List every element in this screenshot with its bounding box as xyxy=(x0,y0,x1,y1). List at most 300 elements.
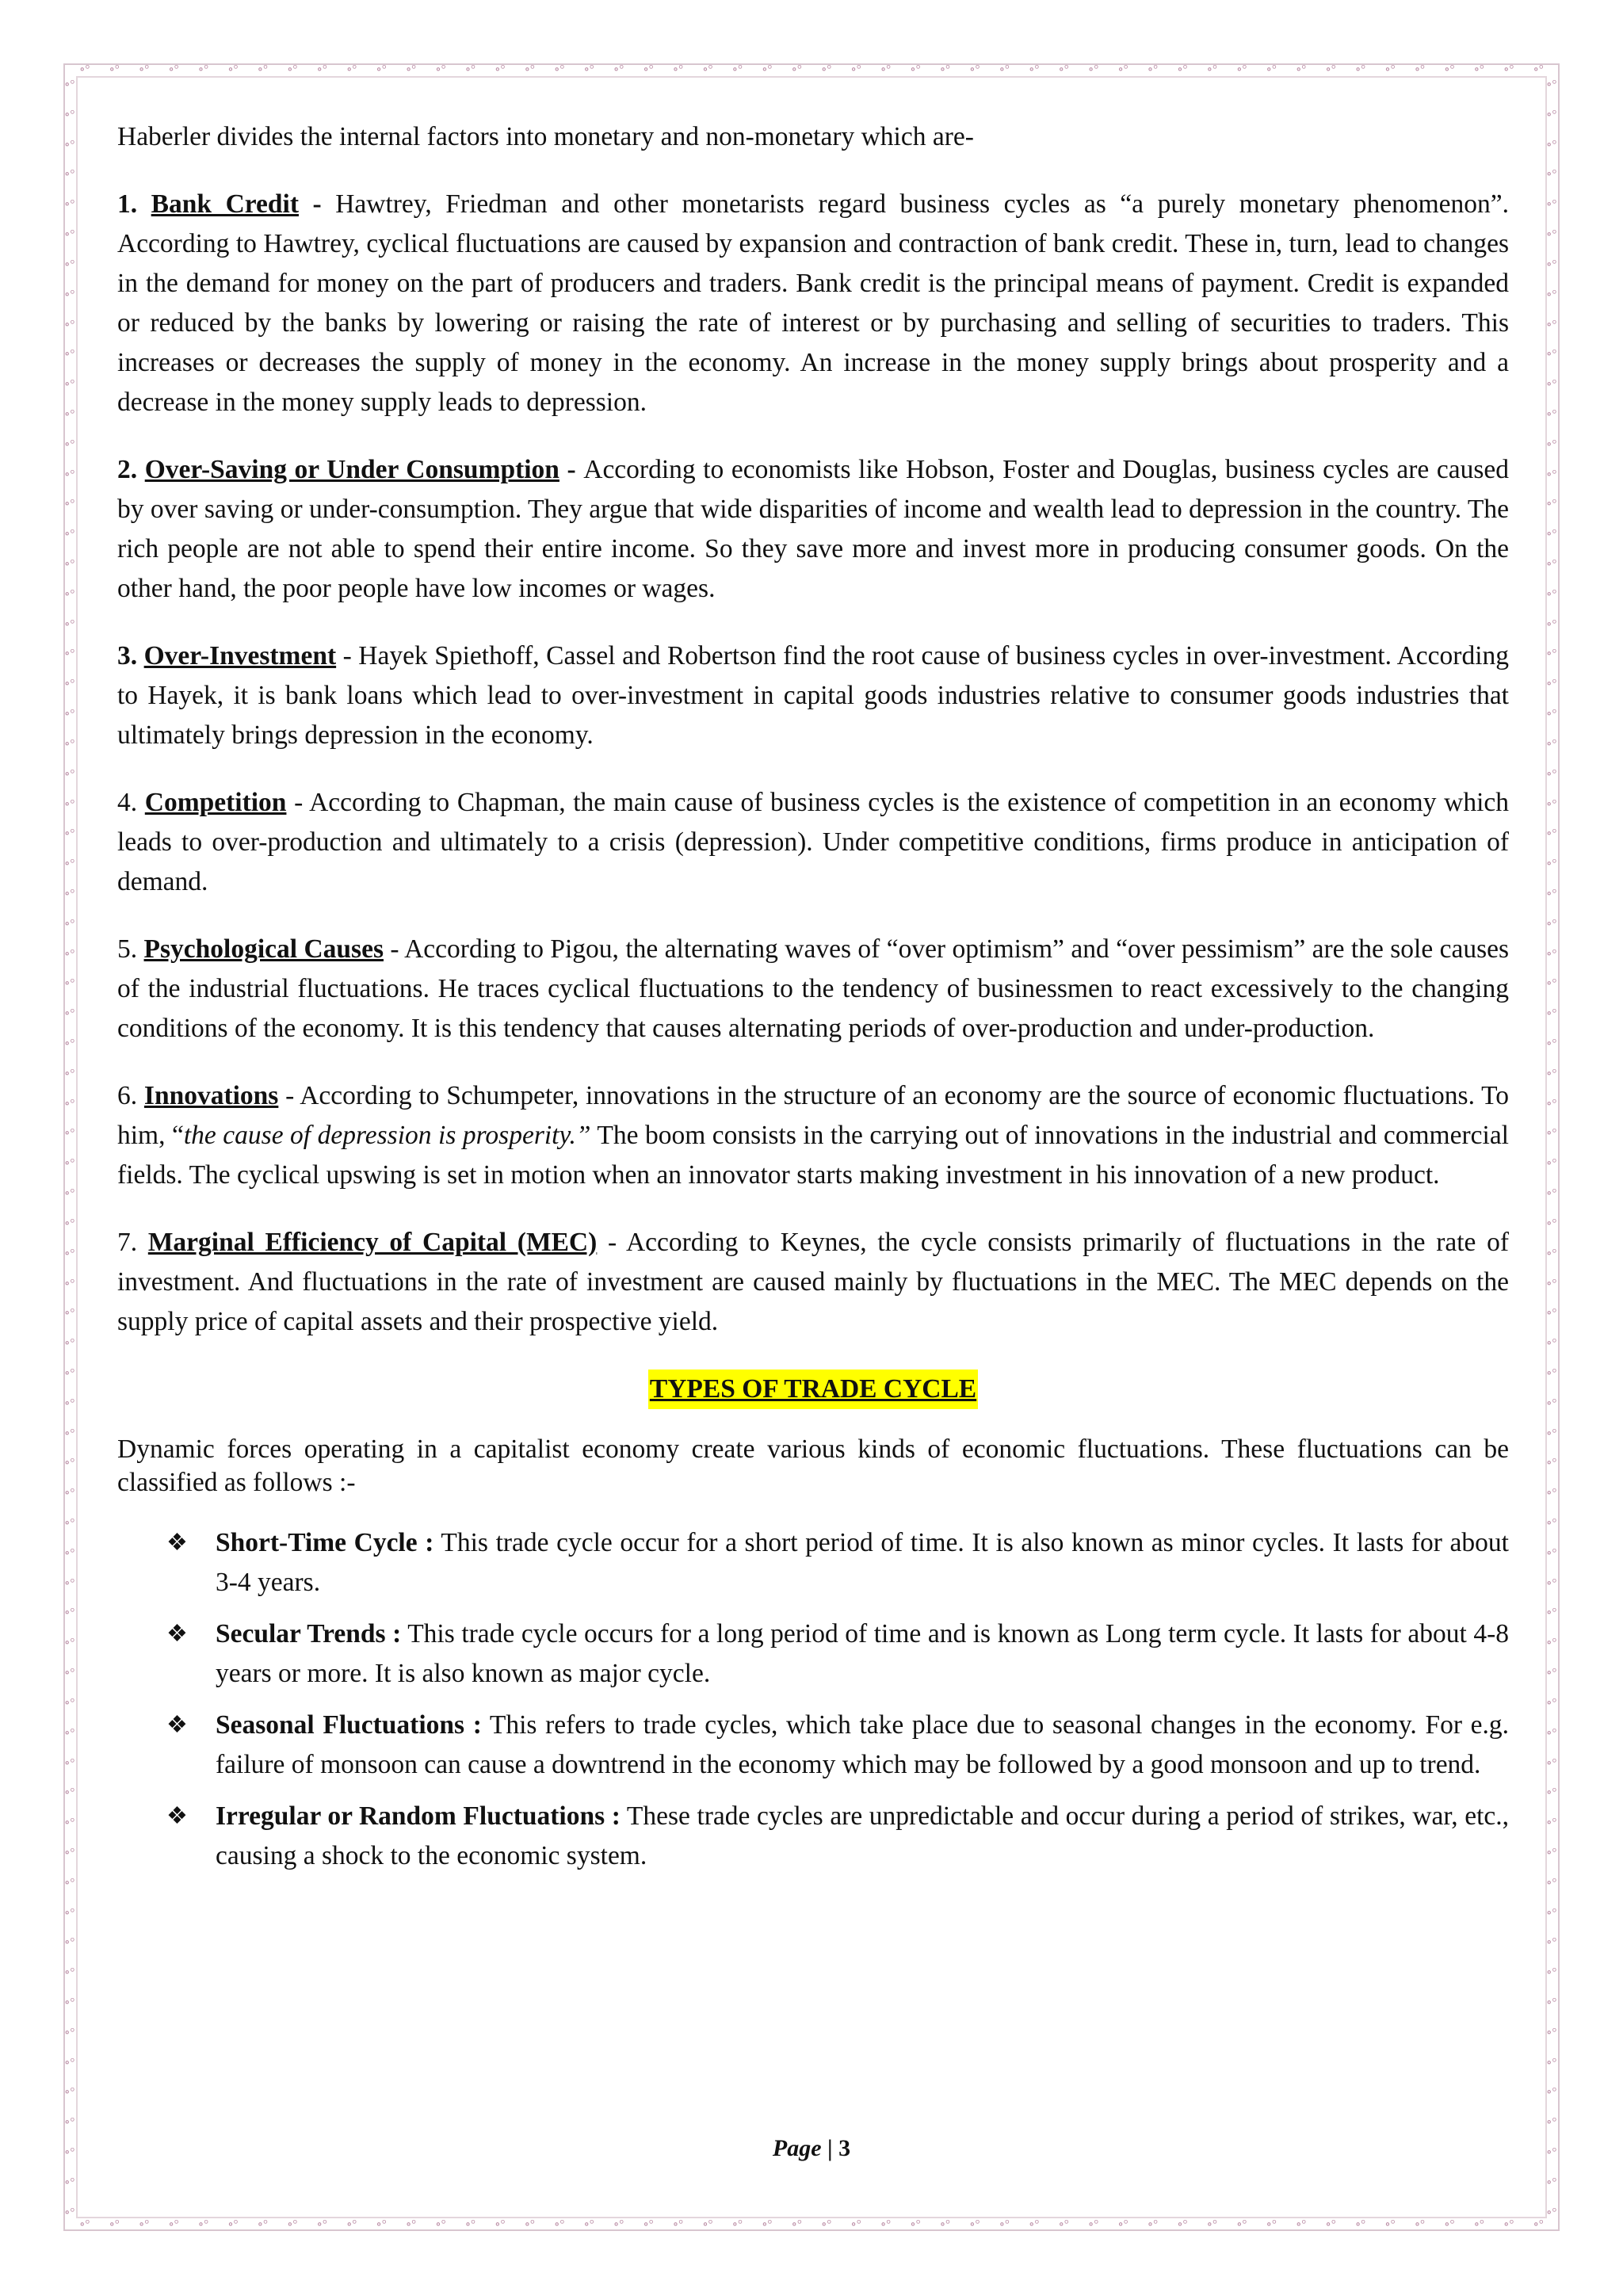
border-ornament-icon: ∘° xyxy=(79,63,90,76)
border-ornament-icon: ∘° xyxy=(554,2218,565,2231)
border-ornament-icon: ∘° xyxy=(1546,1966,1557,1980)
border-ornament-icon: ∘° xyxy=(910,2218,921,2231)
border-ornament-icon: ∘° xyxy=(1546,678,1557,691)
border-ornament-icon: ∘° xyxy=(1266,2218,1277,2231)
border-ornament-icon: ∘° xyxy=(495,63,506,76)
border-ornament-icon: ∘° xyxy=(64,198,75,212)
border-ornament-icon: ∘° xyxy=(1546,1067,1557,1080)
border-ornament-icon: ∘° xyxy=(1473,2218,1484,2231)
border-ornament-icon: ∘° xyxy=(64,1906,75,1920)
cause-item-over-saving xyxy=(117,450,1509,609)
border-ornament-icon: ∘° xyxy=(257,2218,268,2231)
type-term: Seasonal Fluctuations : xyxy=(216,1710,482,1740)
border-ornament-icon: ∘° xyxy=(495,2218,506,2231)
border-ornament-icon: ∘° xyxy=(64,558,75,571)
border-ornament-icon: ∘° xyxy=(1546,108,1557,121)
border-ornament-icon: ∘° xyxy=(287,2218,298,2231)
border-ornament-icon: ∘° xyxy=(64,1337,75,1350)
border-ornament-icon: ∘° xyxy=(64,318,75,331)
border-ornament-icon: ∘° xyxy=(64,228,75,242)
item-number: 4. xyxy=(117,788,138,817)
border-ornament-icon: ∘° xyxy=(197,63,209,76)
border-ornament-icon: ∘° xyxy=(1236,2218,1247,2231)
border-ornament-icon: ∘° xyxy=(820,2218,832,2231)
border-ornament-icon: ∘° xyxy=(1546,318,1557,331)
border-ornament-icon: ∘° xyxy=(1087,63,1099,76)
border-ornament-icon: ∘° xyxy=(1546,2146,1557,2160)
section-heading: TYPES OF TRADE CYCLE xyxy=(648,1370,978,1409)
border-ornament-icon: ∘° xyxy=(168,63,179,76)
border-ornament-icon: ∘° xyxy=(64,1187,75,1201)
border-ornament-icon: ∘° xyxy=(64,1457,75,1470)
border-ornament-icon: ∘° xyxy=(1546,1756,1557,1770)
border-ornament-icon: ∘° xyxy=(1087,2218,1099,2231)
border-ornament-icon: ∘° xyxy=(346,63,357,76)
border-ornament-icon: ∘° xyxy=(64,887,75,900)
border-ornament-icon: ∘° xyxy=(1546,977,1557,991)
border-ornament-icon: ∘° xyxy=(64,258,75,271)
border-ornament-icon: ∘° xyxy=(1147,2218,1159,2231)
cause-item-psychological xyxy=(117,930,1509,1049)
border-ornament-icon: ∘° xyxy=(64,407,75,421)
border-ornament-icon: ∘° xyxy=(999,63,1010,76)
border-ornament-icon: ∘° xyxy=(1206,63,1217,76)
item-number: 1. xyxy=(117,189,138,219)
border-ornament-icon: ∘° xyxy=(1546,258,1557,271)
item-title: Over-Saving or Under Consumption xyxy=(144,455,559,484)
border-ornament-icon: ∘° xyxy=(731,63,743,76)
border-ornament-icon: ∘° xyxy=(435,2218,446,2231)
border-ornament-icon: ∘° xyxy=(1546,1277,1557,1290)
section-heading-wrap xyxy=(117,1370,1509,1409)
border-ornament-icon: ∘° xyxy=(1546,767,1557,781)
border-ornament-icon: ∘° xyxy=(643,63,654,76)
cause-item-competition xyxy=(117,783,1509,902)
border-ornament-icon: ∘° xyxy=(1058,2218,1069,2231)
list-item xyxy=(117,1797,1509,1876)
type-text: This refers to trade cycles, which take place due to seasonal changes in the economy. For e.g. failure of monsoon can cause a downtrend in the economy which may be followed by a good monsoon and up to trend. xyxy=(216,1710,1509,1779)
item-text: According to Pigou, the alternating waves of “over optimism” and “over pessimism” are the sole causes of the industrial fluctuations. He traces cyclical fluctuations to the tendency of businessmen to react excessively to the changing conditions of the economy. It is this tendency that causes alternating periods of over-production and under-production. xyxy=(117,934,1510,1043)
border-ornament-icon: ∘° xyxy=(1384,63,1396,76)
border-ornament-icon: ∘° xyxy=(464,2218,476,2231)
border-ornament-icon: ∘° xyxy=(64,108,75,121)
border-ornament-icon: ∘° xyxy=(64,78,75,91)
border-ornament-icon: ∘° xyxy=(1546,498,1557,511)
border-ornament-icon: ∘° xyxy=(64,1487,75,1500)
border-ornament-icon: ∘° xyxy=(64,1936,75,1950)
item-quote: the cause of depression is prosperity.” xyxy=(183,1121,591,1150)
border-ornament-icon: ∘° xyxy=(1546,587,1557,601)
border-ornament-icon: ∘° xyxy=(999,2218,1010,2231)
border-ornament-icon: ∘° xyxy=(64,587,75,601)
types-intro-paragraph: Dynamic forces operating in a capitalist economy create various kinds of economic fluctuations. These fluctuations can be classified as follows :- xyxy=(117,1435,1509,1497)
border-ornament-icon: ∘° xyxy=(1546,617,1557,631)
border-ornament-icon: ∘° xyxy=(1117,63,1128,76)
border-ornament-icon: ∘° xyxy=(910,63,921,76)
border-ornament-icon: ∘° xyxy=(1546,198,1557,212)
border-ornament-icon: ∘° xyxy=(1444,63,1455,76)
border-ornament-icon: ∘° xyxy=(227,2218,239,2231)
border-ornament-icon: ∘° xyxy=(64,1576,75,1590)
page-footer xyxy=(0,2135,1623,2162)
border-ornament-icon: ∘° xyxy=(464,63,476,76)
border-ornament-icon: ∘° xyxy=(583,2218,594,2231)
border-ornament-icon: ∘° xyxy=(1546,1396,1557,1410)
border-ornament-icon: ∘° xyxy=(583,63,594,76)
border-decoration-left xyxy=(64,79,74,2219)
page-number: 3 xyxy=(838,2135,851,2161)
cause-item-mec xyxy=(117,1223,1509,1342)
border-ornament-icon: ∘° xyxy=(1546,1187,1557,1201)
border-ornament-icon: ∘° xyxy=(64,1817,75,1830)
border-ornament-icon: ∘° xyxy=(1354,2218,1366,2231)
border-ornament-icon: ∘° xyxy=(1546,1696,1557,1710)
type-text: This trade cycle occurs for a long period of time and is known as Long term cycle. It lasts for about 4-8 years or more. It is also known as major cycle. xyxy=(216,1619,1509,1688)
border-ornament-icon: ∘° xyxy=(64,767,75,781)
border-ornament-icon: ∘° xyxy=(64,678,75,691)
border-ornament-icon: ∘° xyxy=(64,498,75,511)
border-ornament-icon: ∘° xyxy=(1546,1726,1557,1740)
border-decoration-right xyxy=(1546,79,1556,2219)
cause-item-over-investment xyxy=(117,636,1509,755)
border-ornament-icon: ∘° xyxy=(64,2146,75,2160)
border-ornament-icon: ∘° xyxy=(702,63,713,76)
border-ornament-icon: ∘° xyxy=(1546,858,1557,871)
type-term: Irregular or Random Fluctuations : xyxy=(216,1801,621,1831)
border-ornament-icon: ∘° xyxy=(672,2218,684,2231)
border-ornament-icon: ∘° xyxy=(64,858,75,871)
border-ornament-icon: ∘° xyxy=(1354,63,1366,76)
border-ornament-icon: ∘° xyxy=(1546,1307,1557,1320)
border-ornament-icon: ∘° xyxy=(1546,1037,1557,1050)
item-title: Bank Credit xyxy=(151,189,299,219)
border-ornament-icon: ∘° xyxy=(791,63,802,76)
border-ornament-icon: ∘° xyxy=(64,1846,75,1859)
border-ornament-icon: ∘° xyxy=(64,827,75,841)
border-ornament-icon: ∘° xyxy=(1546,378,1557,392)
item-number: 3. xyxy=(117,641,138,670)
border-ornament-icon: ∘° xyxy=(376,2218,387,2231)
border-ornament-icon: ∘° xyxy=(1546,468,1557,481)
border-ornament-icon: ∘° xyxy=(880,63,892,76)
border-ornament-icon: ∘° xyxy=(64,977,75,991)
border-ornament-icon: ∘° xyxy=(1546,827,1557,841)
list-item xyxy=(117,1614,1509,1694)
border-ornament-icon: ∘° xyxy=(1546,558,1557,571)
border-ornament-icon: ∘° xyxy=(64,1517,75,1530)
border-ornament-icon: ∘° xyxy=(138,2218,150,2231)
border-ornament-icon: ∘° xyxy=(1546,2026,1557,2039)
border-ornament-icon: ∘° xyxy=(64,2056,75,2069)
border-ornament-icon: ∘° xyxy=(64,1996,75,2009)
diamond-bullet-icon: ❖ xyxy=(166,1712,188,1738)
type-text: This trade cycle occur for a short period of time. It is also known as minor cycles. It lasts for about 3-4 years. xyxy=(216,1528,1509,1597)
border-ornament-icon: ∘° xyxy=(64,1037,75,1050)
border-ornament-icon: ∘° xyxy=(1546,1876,1557,1889)
border-ornament-icon: ∘° xyxy=(1546,1427,1557,1440)
border-ornament-icon: ∘° xyxy=(1546,1157,1557,1171)
border-ornament-icon: ∘° xyxy=(64,648,75,661)
border-ornament-icon: ∘° xyxy=(1546,407,1557,421)
border-ornament-icon: ∘° xyxy=(64,2026,75,2039)
item-title: Over-Investment xyxy=(143,641,337,670)
border-ornament-icon: ∘° xyxy=(1546,138,1557,151)
border-ornament-icon: ∘° xyxy=(1546,2116,1557,2130)
border-ornament-icon: ∘° xyxy=(64,1667,75,1680)
border-ornament-icon: ∘° xyxy=(405,63,417,76)
border-ornament-icon: ∘° xyxy=(64,1546,75,1560)
item-title: Innovations xyxy=(143,1081,279,1110)
border-ornament-icon: ∘° xyxy=(1266,63,1277,76)
border-ornament-icon: ∘° xyxy=(1295,2218,1307,2231)
border-ornament-icon: ∘° xyxy=(64,1217,75,1230)
border-ornament-icon: ∘° xyxy=(1533,2218,1544,2231)
types-list xyxy=(117,1523,1509,1876)
border-ornament-icon: ∘° xyxy=(1546,1007,1557,1021)
border-ornament-icon: ∘° xyxy=(1546,168,1557,181)
border-ornament-icon: ∘° xyxy=(109,63,120,76)
border-ornament-icon: ∘° xyxy=(1384,2218,1396,2231)
border-ornament-icon: ∘° xyxy=(1058,63,1069,76)
border-ornament-icon: ∘° xyxy=(1546,947,1557,961)
border-ornament-icon: ∘° xyxy=(64,1786,75,1800)
border-ornament-icon: ∘° xyxy=(1414,63,1426,76)
border-ornament-icon: ∘° xyxy=(1236,63,1247,76)
item-separator: - xyxy=(278,1081,300,1110)
border-ornament-icon: ∘° xyxy=(64,348,75,361)
border-ornament-icon: ∘° xyxy=(64,1396,75,1410)
item-text: Hayek Spiethoff, Cassel and Robertson find the root cause of business cycles in over-investment. According to Hayek, it is bank loans which lead to over-investment in capital goods industries relative to consumer goods industries that ultimately brings depression in the economy. xyxy=(117,641,1510,750)
border-ornament-icon: ∘° xyxy=(1444,2218,1455,2231)
border-ornament-icon: ∘° xyxy=(1546,1936,1557,1950)
border-ornament-icon: ∘° xyxy=(1546,708,1557,721)
border-ornament-icon: ∘° xyxy=(64,1277,75,1290)
border-ornament-icon: ∘° xyxy=(1546,528,1557,541)
border-ornament-icon: ∘° xyxy=(1546,2176,1557,2189)
item-separator: - xyxy=(336,641,359,670)
border-ornament-icon: ∘° xyxy=(1546,2056,1557,2069)
border-ornament-icon: ∘° xyxy=(524,2218,535,2231)
border-ornament-icon: ∘° xyxy=(64,1726,75,1740)
border-ornament-icon: ∘° xyxy=(969,63,980,76)
border-ornament-icon: ∘° xyxy=(1414,2218,1426,2231)
border-ornament-icon: ∘° xyxy=(820,63,832,76)
border-ornament-icon: ∘° xyxy=(702,2218,713,2231)
border-ornament-icon: ∘° xyxy=(64,1127,75,1140)
border-ornament-icon: ∘° xyxy=(1546,1786,1557,1800)
border-ornament-icon: ∘° xyxy=(64,1427,75,1440)
border-ornament-icon: ∘° xyxy=(168,2218,179,2231)
border-ornament-icon: ∘° xyxy=(1546,917,1557,930)
border-ornament-icon: ∘° xyxy=(64,138,75,151)
border-ornament-icon: ∘° xyxy=(64,288,75,301)
item-title: Marginal Efficiency of Capital (MEC) xyxy=(147,1228,598,1257)
border-ornament-icon: ∘° xyxy=(1546,1337,1557,1350)
border-ornament-icon: ∘° xyxy=(613,63,624,76)
item-title: Competition xyxy=(144,788,287,817)
border-ornament-icon: ∘° xyxy=(1503,63,1514,76)
item-number: 5. xyxy=(117,934,138,964)
cause-item-bank-credit xyxy=(117,185,1509,422)
border-ornament-icon: ∘° xyxy=(405,2218,417,2231)
border-ornament-icon: ∘° xyxy=(1546,1846,1557,1859)
border-ornament-icon: ∘° xyxy=(64,1247,75,1260)
border-ornament-icon: ∘° xyxy=(1546,2206,1557,2219)
border-ornament-icon: ∘° xyxy=(64,1366,75,1380)
border-decoration-bottom xyxy=(79,2219,1544,2231)
border-ornament-icon: ∘° xyxy=(1546,78,1557,91)
border-ornament-icon: ∘° xyxy=(64,2206,75,2219)
border-ornament-icon: ∘° xyxy=(1473,63,1484,76)
item-text-after: The boom consists in the carrying out of innovations in the industrial and commercial fields. The cyclical upswing is set in motion when an innovator starts making investment in his innovation of a new product. xyxy=(117,1121,1509,1190)
item-text: According to Keynes, the cycle consists primarily of fluctuations in the rate of investment. And fluctuations in the rate of investment are caused mainly by fluctuations in the MEC. The MEC depends on the supply price of capital assets and their prospective yield. xyxy=(117,1228,1510,1336)
border-ornament-icon: ∘° xyxy=(762,63,773,76)
border-ornament-icon: ∘° xyxy=(64,1067,75,1080)
border-ornament-icon: ∘° xyxy=(1029,2218,1040,2231)
border-ornament-icon: ∘° xyxy=(1206,2218,1217,2231)
border-ornament-icon: ∘° xyxy=(64,617,75,631)
border-ornament-icon: ∘° xyxy=(762,2218,773,2231)
border-ornament-icon: ∘° xyxy=(1546,1546,1557,1560)
border-ornament-icon: ∘° xyxy=(1546,1817,1557,1830)
border-ornament-icon: ∘° xyxy=(64,437,75,451)
border-ornament-icon: ∘° xyxy=(1546,228,1557,242)
border-ornament-icon: ∘° xyxy=(287,63,298,76)
border-ornament-icon: ∘° xyxy=(1546,1606,1557,1620)
border-ornament-icon: ∘° xyxy=(1546,1366,1557,1380)
item-separator: - xyxy=(298,189,336,219)
border-ornament-icon: ∘° xyxy=(64,947,75,961)
border-ornament-icon: ∘° xyxy=(1029,63,1040,76)
item-separator: - xyxy=(286,788,310,817)
item-text: According to economists like Hobson, Foster and Douglas, business cycles are caused by over saving or under-consumption. They argue that wide disparities of income and wealth lead to depression in the country. The rich people are not able to spend their entire income. So they save more and invest more in producing consumer goods. On the other hand, the poor people have low incomes or wages. xyxy=(117,455,1510,603)
item-separator: - xyxy=(597,1228,626,1257)
border-ornament-icon: ∘° xyxy=(554,63,565,76)
diamond-bullet-icon: ❖ xyxy=(166,1621,188,1647)
border-decoration-top xyxy=(79,64,1544,76)
item-number: 6. xyxy=(117,1081,138,1110)
border-ornament-icon: ∘° xyxy=(731,2218,743,2231)
border-ornament-icon: ∘° xyxy=(1546,1127,1557,1140)
border-ornament-icon: ∘° xyxy=(643,2218,654,2231)
border-ornament-icon: ∘° xyxy=(1546,887,1557,900)
border-ornament-icon: ∘° xyxy=(64,378,75,392)
border-ornament-icon: ∘° xyxy=(64,1097,75,1110)
item-number: 7. xyxy=(117,1228,138,1257)
type-text: These trade cycles are unpredictable and occur during a period of strikes, war, etc., causing a shock to the economic system. xyxy=(216,1801,1509,1870)
border-ornament-icon: ∘° xyxy=(64,797,75,811)
border-ornament-icon: ∘° xyxy=(316,63,327,76)
type-term: Short-Time Cycle : xyxy=(216,1528,434,1557)
border-ornament-icon: ∘° xyxy=(1546,648,1557,661)
border-ornament-icon: ∘° xyxy=(1325,63,1336,76)
border-ornament-icon: ∘° xyxy=(1147,63,1159,76)
border-ornament-icon: ∘° xyxy=(64,2086,75,2099)
item-separator: - xyxy=(559,455,584,484)
border-ornament-icon: ∘° xyxy=(109,2218,120,2231)
border-ornament-icon: ∘° xyxy=(64,1637,75,1650)
item-number: 2. xyxy=(117,455,138,484)
border-ornament-icon: ∘° xyxy=(524,63,535,76)
border-ornament-icon: ∘° xyxy=(64,528,75,541)
border-ornament-icon: ∘° xyxy=(64,1966,75,1980)
border-ornament-icon: ∘° xyxy=(939,2218,951,2231)
border-ornament-icon: ∘° xyxy=(1546,1247,1557,1260)
border-ornament-icon: ∘° xyxy=(64,1307,75,1320)
border-ornament-icon: ∘° xyxy=(1546,437,1557,451)
border-ornament-icon: ∘° xyxy=(850,63,861,76)
item-separator: - xyxy=(384,934,405,964)
border-ornament-icon: ∘° xyxy=(257,63,268,76)
border-ornament-icon: ∘° xyxy=(1546,348,1557,361)
border-ornament-icon: ∘° xyxy=(64,1157,75,1171)
border-ornament-icon: ∘° xyxy=(791,2218,802,2231)
border-ornament-icon: ∘° xyxy=(1177,2218,1188,2231)
intro-paragraph: Haberler divides the internal factors into monetary and non-monetary which are- xyxy=(117,122,974,151)
page-content xyxy=(117,117,1509,1888)
border-ornament-icon: ∘° xyxy=(64,1756,75,1770)
list-item xyxy=(117,1706,1509,1785)
border-ornament-icon: ∘° xyxy=(1546,1637,1557,1650)
border-ornament-icon: ∘° xyxy=(64,168,75,181)
border-ornament-icon: ∘° xyxy=(672,63,684,76)
border-ornament-icon: ∘° xyxy=(880,2218,892,2231)
border-ornament-icon: ∘° xyxy=(1546,1517,1557,1530)
border-ornament-icon: ∘° xyxy=(1546,1996,1557,2009)
type-term: Secular Trends : xyxy=(216,1619,402,1648)
border-ornament-icon: ∘° xyxy=(346,2218,357,2231)
border-ornament-icon: ∘° xyxy=(79,2218,90,2231)
border-ornament-icon: ∘° xyxy=(1546,2086,1557,2099)
diamond-bullet-icon: ❖ xyxy=(166,1530,188,1556)
border-ornament-icon: ∘° xyxy=(64,2176,75,2189)
border-ornament-icon: ∘° xyxy=(64,2116,75,2130)
border-ornament-icon: ∘° xyxy=(1546,1217,1557,1230)
border-ornament-icon: ∘° xyxy=(64,468,75,481)
border-ornament-icon: ∘° xyxy=(1177,63,1188,76)
item-title: Psychological Causes xyxy=(143,934,384,964)
border-ornament-icon: ∘° xyxy=(64,1876,75,1889)
border-ornament-icon: ∘° xyxy=(1546,1906,1557,1920)
border-ornament-icon: ∘° xyxy=(64,1696,75,1710)
border-ornament-icon: ∘° xyxy=(138,63,150,76)
border-ornament-icon: ∘° xyxy=(1117,2218,1128,2231)
border-ornament-icon: ∘° xyxy=(1546,797,1557,811)
border-ornament-icon: ∘° xyxy=(850,2218,861,2231)
page-label: Page xyxy=(772,2135,822,2161)
border-ornament-icon: ∘° xyxy=(969,2218,980,2231)
border-ornament-icon: ∘° xyxy=(64,1007,75,1021)
border-ornament-icon: ∘° xyxy=(64,737,75,751)
border-ornament-icon: ∘° xyxy=(316,2218,327,2231)
border-ornament-icon: ∘° xyxy=(613,2218,624,2231)
diamond-bullet-icon: ❖ xyxy=(166,1803,188,1829)
border-ornament-icon: ∘° xyxy=(1546,737,1557,751)
border-ornament-icon: ∘° xyxy=(227,63,239,76)
border-ornament-icon: ∘° xyxy=(1546,1487,1557,1500)
item-text: Hawtrey, Friedman and other monetarists regard business cycles as “a purely monetary phenomenon”. According to Hawtrey, cyclical fluctuations are caused by expansion and contraction of bank credit. These in, turn, lead to changes in the demand for money on the part of producers and traders. Bank credit is the principal means of payment. Credit is expanded or reduced by the banks by lowering or raising the rate of interest or by purchasing and selling of securities to traders. This increases or decreases the supply of money in the economy. An increase in the money supply brings about prosperity and a decrease in the money supply leads to depression. xyxy=(117,189,1510,417)
border-ornament-icon: ∘° xyxy=(376,63,387,76)
border-ornament-icon: ∘° xyxy=(1533,63,1544,76)
border-ornament-icon: ∘° xyxy=(64,1606,75,1620)
page-separator: | xyxy=(821,2135,839,2161)
border-ornament-icon: ∘° xyxy=(64,917,75,930)
border-ornament-icon: ∘° xyxy=(1546,1457,1557,1470)
list-item xyxy=(117,1523,1509,1603)
border-ornament-icon: ∘° xyxy=(1295,63,1307,76)
border-ornament-icon: ∘° xyxy=(1325,2218,1336,2231)
item-text: According to Chapman, the main cause of business cycles is the existence of competition in an economy which leads to over-production and ultimately to a crisis (depression). Under competitive conditions, firms produce in anticipation of demand. xyxy=(117,788,1509,896)
